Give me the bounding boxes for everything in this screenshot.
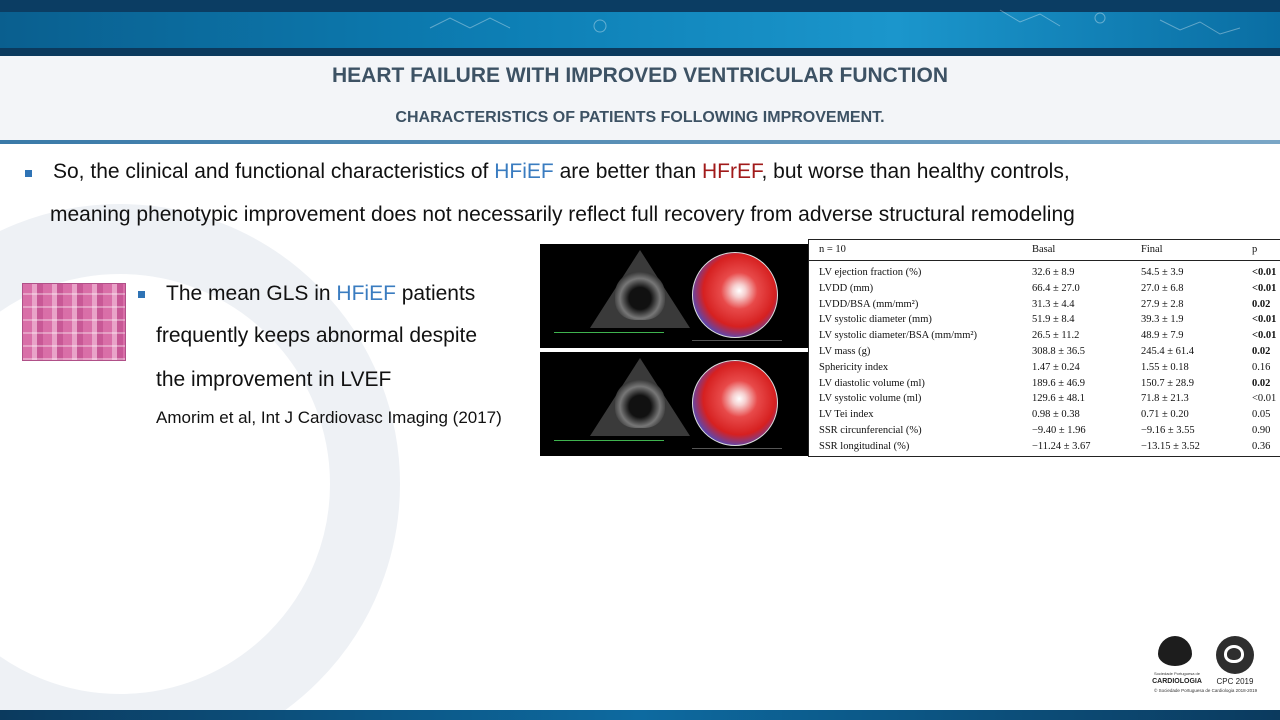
table-row (809, 441, 1280, 457)
table-row (809, 330, 1280, 346)
copyright-text: © Sociedade Portuguesa de Cardiologia 2018-2019 (1154, 688, 1258, 693)
echo-image-final (540, 352, 808, 456)
table-cell-p: 0.02 (1252, 298, 1271, 310)
table-cell-final: 245.4 ± 61.4 (1141, 346, 1195, 357)
banner-bottom-strip (0, 48, 1280, 56)
table-cell-label: LV systolic volume (ml) (819, 393, 922, 405)
table-row (809, 362, 1280, 378)
table-cell-basal: 51.9 ± 8.4 (1032, 314, 1075, 326)
heart-watermark-icon (0, 204, 400, 710)
table-cell-basal: 26.5 ± 11.2 (1032, 330, 1080, 342)
table-row (809, 378, 1280, 394)
table-row (809, 299, 1280, 315)
results-table (808, 239, 1280, 457)
table-cell-final: −13.15 ± 3.52 (1141, 440, 1200, 452)
table-cell-basal: −11.24 ± 3.67 (1032, 440, 1091, 452)
ecg-trace (554, 440, 664, 441)
table-cell-p: <0.01 (1252, 267, 1277, 278)
table-cell-basal: 0.98 ± 0.38 (1032, 409, 1080, 421)
table-row (809, 283, 1280, 299)
table-header-basal: Basal (1032, 244, 1056, 255)
spc-logo-subtext: Sociedade Portuguesa de (1153, 671, 1201, 676)
table-cell-basal: −9.40 ± 1.96 (1032, 425, 1086, 436)
table-cell-label: LVDD (mm) (819, 282, 874, 294)
hfref-term: HFrEF (702, 160, 762, 183)
strain-scale (692, 448, 782, 449)
bullet-1-text-c: , but worse than healthy controls, (761, 160, 1070, 183)
echo-heart-view (615, 272, 665, 320)
cpc-heart-icon (1224, 645, 1244, 663)
bullseye-strain-map-icon (692, 360, 778, 446)
bullet-1-text-a: So, the clinical and functional characteristics of (53, 160, 495, 183)
table-cell-label: SSR longitudinal (%) (819, 440, 910, 452)
table-header-rule (809, 260, 1280, 261)
table-cell-final: 54.5 ± 3.9 (1141, 267, 1184, 278)
bullet-2-line-2: frequently keeps abnormal despite (156, 324, 478, 347)
echo-image-basal (540, 244, 808, 348)
table-cell-label: LV mass (g) (819, 346, 871, 357)
table-cell-basal: 189.6 ± 46.9 (1032, 377, 1086, 389)
table-cell-final: 1.55 ± 0.18 (1141, 361, 1189, 373)
bullet-marker-2 (138, 291, 145, 298)
table-cell-p: 0.16 (1252, 361, 1271, 373)
table-row (809, 267, 1280, 283)
table-cell-basal: 32.6 ± 8.9 (1032, 267, 1075, 278)
table-cell-p: 0.90 (1252, 425, 1271, 436)
table-cell-final: 48.9 ± 7.9 (1141, 330, 1184, 342)
bullet-2-text-b: patients (395, 282, 476, 305)
table-cell-label: LV Tei index (819, 409, 874, 421)
table-cell-label: Sphericity index (819, 361, 889, 373)
table-header-p: p (1252, 244, 1258, 255)
hfief-term-2: HFiEF (336, 282, 396, 305)
bullet-marker-1 (25, 170, 32, 177)
table-cell-final: 71.8 ± 21.3 (1141, 393, 1189, 405)
top-banner (0, 0, 1280, 56)
table-cell-label: LV systolic diameter (mm) (819, 314, 932, 326)
bullet-1-line-1 (53, 160, 1070, 184)
bullet-2-line-1 (166, 282, 475, 306)
table-cell-label: LV diastolic volume (ml) (819, 377, 925, 389)
bullet-2-text-a: The mean GLS in (166, 282, 337, 305)
slide-title: HEART FAILURE WITH IMPROVED VENTRICULAR FUNCTION (332, 64, 948, 87)
table-cell-basal: 31.3 ± 4.4 (1032, 298, 1075, 310)
table-cell-label: LVDD/BSA (mm/mm²) (819, 298, 919, 310)
table-cell-final: −9.16 ± 3.55 (1141, 425, 1195, 436)
bottom-bar (0, 710, 1280, 720)
table-cell-final: 39.3 ± 1.9 (1141, 314, 1184, 326)
table-row (809, 409, 1280, 425)
bullet-1-line-2: meaning phenotypic improvement does not necessarily reflect full recovery from adverse structural remodeling (50, 203, 1075, 226)
cardiomyocyte-histology-image (22, 283, 126, 361)
table-cell-label: SSR circunferencial (%) (819, 425, 922, 436)
table-cell-p: 0.02 (1252, 377, 1271, 389)
table-cell-basal: 66.4 ± 27.0 (1032, 282, 1080, 294)
cpc-logo-text: CPC 2019 (1216, 677, 1254, 686)
slide-subtitle: CHARACTERISTICS OF PATIENTS FOLLOWING IMPROVEMENT. (395, 109, 885, 126)
table-cell-p: 0.36 (1252, 440, 1271, 452)
citation: Amorim et al, Int J Cardiovasc Imaging (2017) (156, 408, 502, 427)
table-row (809, 425, 1280, 441)
bullet-2-line-3: the improvement in LVEF (156, 368, 392, 391)
spc-logo-text: CARDIOLOGIA (1152, 678, 1202, 685)
hfief-term: HFiEF (494, 160, 554, 183)
table-cell-final: 0.71 ± 0.20 (1141, 409, 1189, 421)
table-row (809, 314, 1280, 330)
table-cell-final: 27.0 ± 6.8 (1141, 282, 1184, 294)
table-header-final: Final (1141, 244, 1163, 255)
table-row (809, 346, 1280, 362)
table-cell-p: <0.01 (1252, 330, 1277, 342)
echo-heart-view (615, 380, 665, 428)
table-row (809, 393, 1280, 409)
table-cell-final: 150.7 ± 28.9 (1141, 377, 1195, 389)
bullseye-strain-map-icon (692, 252, 778, 338)
table-cell-basal: 308.8 ± 36.5 (1032, 346, 1086, 357)
table-cell-p: 0.02 (1252, 346, 1271, 357)
table-cell-basal: 129.6 ± 48.1 (1032, 393, 1086, 405)
table-cell-basal: 1.47 ± 0.24 (1032, 361, 1080, 373)
table-cell-p: <0.01 (1252, 314, 1277, 326)
table-cell-final: 27.9 ± 2.8 (1141, 298, 1184, 310)
ecg-trace (554, 332, 664, 333)
table-cell-p: <0.01 (1252, 393, 1277, 405)
strain-scale (692, 340, 782, 341)
molecule-pattern-icon (0, 0, 1280, 48)
table-cell-p: <0.01 (1252, 282, 1277, 294)
table-cell-label: LV ejection fraction (%) (819, 267, 922, 278)
cpc-logo (1216, 636, 1254, 674)
table-cell-label: LV systolic diameter/BSA (mm/mm²) (819, 330, 978, 342)
bullet-1-text-b: are better than (553, 160, 702, 183)
table-header-n: n = 10 (819, 244, 846, 255)
table-cell-p: 0.05 (1252, 409, 1271, 421)
spc-heart-icon (1158, 636, 1192, 666)
